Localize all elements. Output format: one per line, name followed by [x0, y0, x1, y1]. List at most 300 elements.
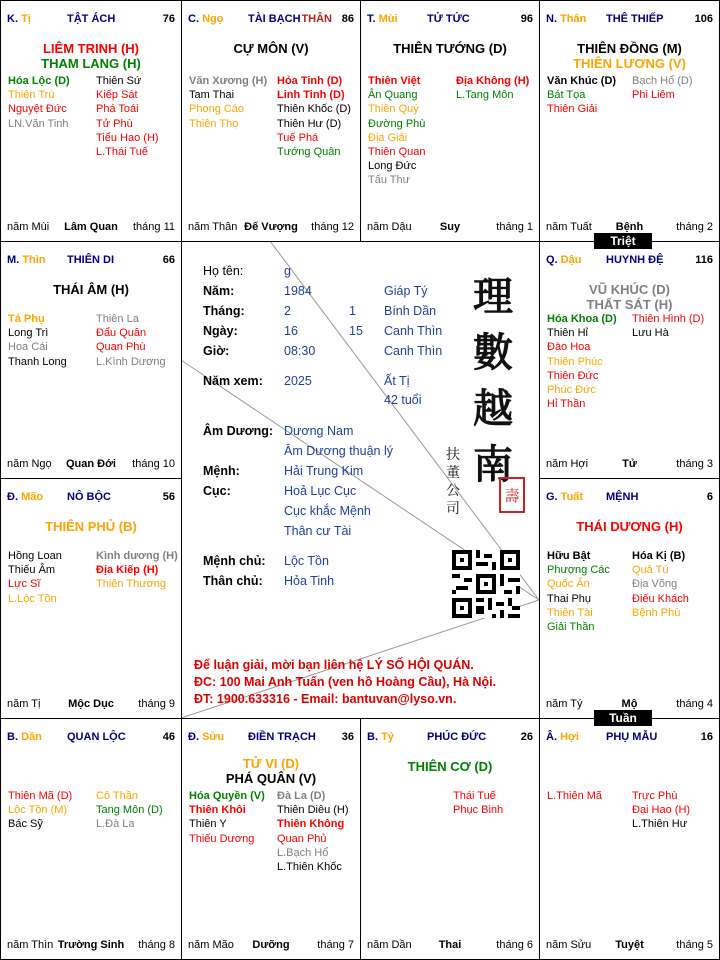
minor-star: Hỉ Thần — [547, 398, 586, 411]
label-ngay: Ngày: — [203, 324, 238, 338]
trang-sinh-stage: Trường Sinh — [57, 939, 125, 951]
minor-star: Quan Phù — [96, 341, 146, 354]
palace-footer — [7, 221, 175, 235]
palace-age: 56 — [162, 491, 175, 503]
minor-star: Hữu Bật — [547, 550, 591, 562]
minor-star: Phúc Đức — [547, 383, 596, 396]
palace-dau — [539, 241, 720, 479]
minor-star: L.Bạch Hổ — [277, 846, 329, 859]
palace-dan — [0, 718, 182, 960]
minor-stars-right — [632, 789, 690, 832]
palace-branch: T. — [367, 13, 379, 25]
palace-earthly-branch: Thân — [560, 13, 587, 25]
minor-star: Phượng Các — [547, 564, 610, 577]
palace-month: tháng 3 — [676, 458, 713, 470]
trang-sinh-stage: Suy — [439, 221, 461, 233]
palace-position — [7, 731, 42, 743]
logo-seal-text: 扶董公司 — [446, 447, 460, 517]
palace-age: 86 — [341, 13, 354, 25]
palace-branch: Q. — [546, 254, 561, 266]
trang-sinh-stage: Tuyệt — [615, 939, 644, 951]
minor-star: Thai Phụ — [547, 592, 592, 605]
palace-branch: B. — [367, 731, 382, 743]
palace-month: tháng 11 — [132, 221, 175, 233]
minor-star: LN.Văn Tinh — [8, 117, 69, 130]
palace-name: HUYNH ĐỆ — [606, 254, 664, 266]
palace-position — [188, 13, 223, 25]
minor-star: Địa Kiếp (H) — [96, 564, 159, 577]
minor-stars-left — [547, 549, 610, 634]
minor-star: Bác Sỹ — [8, 818, 43, 831]
palace-hoi — [539, 718, 720, 960]
contact-line-1: Để luận giải, mời bạn liên hệ LÝ SỐ HỘI QUÁN. — [194, 658, 474, 672]
palace-branch: N. — [546, 13, 561, 25]
value-nam-xem-can: Ất Tị — [384, 374, 410, 388]
palace-branch: Đ. — [188, 731, 203, 743]
minor-star: Trực Phù — [632, 790, 678, 802]
minor-stars-right — [632, 312, 704, 340]
minor-star: Long Trì — [8, 327, 49, 340]
palace-mao — [0, 478, 182, 719]
palace-name: PHÚC ĐỨC — [427, 731, 487, 743]
palace-month: tháng 1 — [496, 221, 533, 233]
palace-ty — [360, 718, 540, 960]
minor-stars-left — [368, 74, 425, 188]
palace-earthly-branch: Ngọ — [202, 13, 224, 25]
palace-name: NÔ BỘC — [67, 491, 111, 503]
minor-star: Phong Cáo — [189, 103, 245, 116]
palace-position — [546, 254, 581, 266]
main-star: THÁI ÂM (H) — [53, 282, 129, 297]
palace-year: năm Tị — [7, 698, 41, 710]
minor-star: Bệnh Phù — [632, 606, 681, 619]
minor-star: Kình dương (H) — [96, 550, 178, 562]
palace-mui — [360, 0, 540, 242]
minor-star: Tử Phù — [96, 117, 133, 130]
value-nam-can: Giáp Tý — [384, 284, 428, 298]
value-menh: Hải Trung Kim — [284, 464, 364, 478]
contact-line-3: ĐT: 1900.633316 - Email: bantuvan@lyso.vn. — [194, 692, 457, 706]
palace-tuat — [539, 478, 720, 719]
minor-star: Địa Không (H) — [456, 75, 530, 87]
trang-sinh-stage: Mộc Dục — [68, 698, 114, 710]
minor-star: Thiên Mã (D) — [8, 790, 73, 802]
minor-star: Phi Liêm — [632, 89, 675, 102]
palace-position — [188, 731, 224, 743]
palace-earthly-branch: Mùi — [378, 13, 398, 25]
minor-star: Bạch Hổ (D) — [632, 75, 693, 87]
trang-sinh-stage: Dưỡng — [252, 939, 290, 951]
minor-stars-left — [8, 74, 70, 131]
minor-star: Hoa Cái — [8, 341, 48, 354]
minor-star: Ân Quang — [368, 89, 418, 102]
palace-month: tháng 12 — [311, 221, 354, 233]
value-tuoi: 42 tuổi — [384, 393, 422, 407]
minor-star: Thiên Phúc — [547, 355, 603, 368]
palace-ngo — [181, 0, 361, 242]
palace-age: 36 — [341, 731, 354, 743]
palace-footer — [7, 698, 175, 712]
palace-earthly-branch: Thìn — [22, 254, 46, 266]
minor-star: Thiên Hư (D) — [277, 117, 342, 130]
palace-header — [546, 731, 713, 745]
minor-star: Hóa Khoa (D) — [547, 313, 617, 325]
minor-stars-right — [632, 549, 689, 620]
trang-sinh-stage: Tử — [622, 458, 637, 470]
minor-stars-right — [96, 312, 166, 369]
palace-name: THÊ THIẾP — [606, 13, 664, 25]
palace-footer — [188, 221, 354, 235]
main-star: CỰ MÔN (V) — [233, 41, 309, 56]
minor-star: Thiên Diêu (H) — [277, 804, 349, 817]
palace-name: TÀI BẠCH — [248, 13, 301, 25]
value-thang: 2 — [284, 304, 291, 318]
main-star: THIÊN ĐỒNG (M) — [577, 41, 682, 56]
value-nam: 1984 — [284, 284, 312, 298]
minor-star: L.Thái Tuế — [96, 145, 148, 158]
minor-star: Quốc Ấn — [547, 578, 590, 591]
logo-char: 南 — [473, 441, 513, 488]
palace-earthly-branch: Tý — [381, 731, 394, 743]
center-info-panel — [181, 241, 539, 718]
minor-star: Thiên Trù — [8, 89, 55, 102]
minor-star: Lộc Tồn (M) — [8, 804, 68, 817]
minor-star: Nguyệt Đức — [8, 103, 67, 116]
minor-star: Thái Tuế — [453, 790, 496, 802]
minor-stars-left — [189, 789, 265, 846]
palace-year: năm Tuất — [546, 221, 592, 233]
palace-header — [546, 13, 713, 27]
calligraphy-logo — [463, 269, 523, 493]
value-ngay: 16 — [284, 324, 298, 338]
palace-header — [367, 731, 533, 745]
palace-age: 16 — [700, 731, 713, 743]
value-ho-ten: g — [284, 264, 291, 278]
label-ho-ten: Họ tên: — [203, 264, 244, 278]
label-nam: Năm: — [203, 284, 235, 298]
minor-star: L.Lộc Tồn — [8, 592, 57, 605]
minor-star: Thiên Y — [189, 818, 227, 831]
palace-position — [7, 13, 31, 25]
palace-age: 46 — [162, 731, 175, 743]
palace-age: 116 — [695, 254, 713, 266]
minor-star: Thanh Long — [8, 355, 67, 368]
minor-stars-left — [189, 74, 267, 131]
minor-star: Linh Tinh (D) — [277, 89, 345, 102]
minor-star: Thiên Hỉ — [547, 327, 588, 340]
value-thang-can: Bính Dần — [384, 304, 437, 318]
main-star: THIÊN PHỦ (B) — [45, 519, 137, 534]
palace-year: năm Ngọ — [7, 458, 52, 470]
palace-branch: M. — [7, 254, 23, 266]
qr-code-icon — [452, 550, 520, 618]
palace-footer — [546, 939, 713, 953]
palace-year: năm Thân — [188, 221, 238, 233]
palace-header — [7, 731, 175, 745]
minor-stars-left — [8, 789, 72, 832]
minor-star: Thiên La — [96, 313, 139, 325]
value-gio: 08:30 — [284, 344, 316, 358]
palace-footer — [188, 939, 354, 953]
minor-star: Thiên Việt — [368, 75, 421, 87]
minor-star: Cô Thần — [96, 790, 138, 802]
label-gio: Giờ: — [203, 344, 230, 358]
label-menh: Mệnh: — [203, 464, 240, 478]
minor-star: Thiên Sứ — [96, 75, 142, 87]
minor-stars-left — [547, 74, 616, 117]
palace-name: TỬ TỨC — [427, 13, 470, 25]
palace-month: tháng 4 — [676, 698, 713, 710]
palace-year: năm Tý — [546, 698, 583, 710]
trang-sinh-stage: Đế Vượng — [244, 221, 298, 233]
palace-month: tháng 6 — [496, 939, 533, 951]
palace-position — [546, 731, 579, 743]
palace-year: năm Dần — [367, 939, 412, 951]
minor-star: Long Đức — [368, 160, 417, 173]
value-than-chu: Hỏa Tinh — [284, 574, 335, 588]
value-ngay-am: 15 — [349, 324, 363, 338]
value-nam-xem: 2025 — [284, 374, 312, 388]
palace-footer — [367, 221, 533, 235]
minor-star: L.Thiên Khốc — [277, 860, 342, 873]
minor-star: Thiên Quý — [368, 103, 419, 116]
palace-age: 26 — [520, 731, 533, 743]
tuan-badge: Tuần — [594, 710, 652, 726]
main-star: TỬ VI (D) — [242, 756, 300, 771]
palace-age: 96 — [520, 13, 533, 25]
minor-star: Lực Sĩ — [8, 578, 41, 591]
palace-month: tháng 5 — [676, 939, 713, 951]
palace-position — [367, 731, 394, 743]
palace-than — [539, 0, 720, 242]
value-menh-chu: Lộc Tồn — [284, 554, 329, 568]
minor-star: L.Kình Dương — [96, 355, 166, 368]
minor-star: Thiên Thương — [96, 578, 167, 591]
minor-star: Đường Phù — [368, 117, 426, 130]
triet-badge: Triệt — [594, 233, 652, 249]
minor-star: Thiên Tài — [547, 606, 593, 619]
minor-star: L.Đà La — [96, 818, 135, 831]
main-star: THIÊN LƯƠNG (V) — [573, 56, 686, 71]
minor-star: Thiếu Dương — [189, 832, 255, 845]
minor-stars-right — [456, 74, 529, 102]
minor-star: Thiên Quan — [368, 145, 426, 158]
palace-header — [188, 13, 354, 27]
palace-earthly-branch: Sửu — [202, 731, 225, 743]
palace-month: tháng 9 — [138, 698, 175, 710]
label-thang: Tháng: — [203, 304, 245, 318]
minor-star: Điếu Khách — [632, 592, 689, 605]
main-star: PHÁ QUÂN (V) — [225, 771, 317, 786]
palace-age: 106 — [694, 13, 713, 25]
minor-star: Tướng Quân — [277, 145, 341, 158]
red-seal-stamp: 壽 — [499, 477, 525, 513]
palace-footer — [7, 458, 175, 472]
minor-star: Tiểu Hao (H) — [96, 131, 159, 144]
value-cuc: Hoả Lục Cục — [284, 484, 357, 498]
minor-star: Hỏa Tinh (D) — [277, 75, 343, 87]
value-thang-am: 1 — [349, 304, 356, 318]
minor-star: L.Thiên Hư — [632, 818, 688, 831]
label-nam-xem: Năm xem: — [203, 374, 263, 388]
minor-star: Văn Khúc (D) — [547, 75, 617, 87]
main-star: THAM LANG (H) — [41, 56, 141, 71]
label-menh-chu: Mệnh chủ: — [203, 554, 266, 568]
minor-star: Tả Phụ — [8, 313, 45, 325]
value-cuc-2: Cục khắc Mệnh — [284, 504, 371, 518]
logo-char: 理 — [473, 273, 513, 320]
logo-char: 數 — [473, 329, 513, 376]
main-star: THÁI DƯƠNG (H) — [576, 519, 683, 534]
minor-stars-left — [547, 789, 602, 803]
minor-stars-right — [96, 789, 163, 832]
minor-star: Thiếu Âm — [8, 564, 56, 577]
minor-star: Thiên Khôi — [189, 804, 246, 817]
minor-star: Tang Môn (D) — [96, 804, 163, 817]
palace-earthly-branch: Hợi — [560, 731, 579, 743]
palace-age: 76 — [162, 13, 175, 25]
palace-earthly-branch: Dậu — [560, 254, 582, 266]
minor-stars-right — [453, 789, 503, 817]
contact-line-2: ĐC: 100 Mai Anh Tuấn (ven hồ Hoàng Cầu), Hà Nội. — [194, 675, 497, 689]
palace-year: năm Hợi — [546, 458, 589, 470]
palace-year: năm Sửu — [546, 939, 592, 951]
minor-stars-left — [547, 312, 617, 411]
palace-year: năm Mùi — [7, 221, 50, 233]
palace-position — [7, 254, 46, 266]
minor-star: Thiên Thọ — [189, 117, 239, 130]
minor-star: Giải Thần — [547, 620, 595, 633]
palace-name: TẬT ÁCH — [67, 13, 116, 25]
minor-star: Kiếp Sát — [96, 89, 138, 102]
palace-header — [7, 254, 175, 268]
palace-earthly-branch: Mão — [21, 491, 44, 503]
palace-header — [188, 731, 354, 745]
minor-star: Quan Phủ — [277, 832, 327, 845]
palace-age: 66 — [162, 254, 175, 266]
minor-stars-left — [8, 549, 62, 606]
trang-sinh-stage: Lâm Quan — [64, 221, 118, 233]
palace-month: tháng 2 — [676, 221, 713, 233]
minor-star: Văn Xương (H) — [189, 75, 268, 87]
minor-star: Đào Hoa — [547, 341, 591, 354]
palace-year: năm Mão — [188, 939, 234, 951]
palace-branch: Đ. — [7, 491, 22, 503]
palace-ti — [0, 0, 182, 242]
minor-stars-right — [96, 549, 178, 592]
minor-star: Hóa Kị (B) — [632, 550, 686, 562]
value-gio-can: Canh Thìn — [384, 344, 443, 358]
than-marker: THÂN — [301, 13, 332, 25]
palace-branch: C. — [188, 13, 203, 25]
palace-name: ĐIỀN TRẠCH — [248, 731, 316, 743]
minor-stars-left — [8, 312, 67, 369]
minor-star: L.Tang Môn — [456, 89, 514, 102]
minor-star: Thiên Hình (D) — [632, 313, 705, 325]
minor-star: Đà La (D) — [277, 790, 326, 802]
minor-star: L.Thiên Mã — [547, 790, 603, 802]
palace-header — [367, 13, 533, 27]
trang-sinh-stage: Thai — [438, 939, 462, 951]
palace-earthly-branch: Tị — [21, 13, 31, 25]
palace-header — [546, 254, 713, 268]
minor-star: Tuế Phá — [277, 131, 319, 144]
logo-char: 越 — [473, 385, 513, 432]
palace-branch: G. — [546, 491, 561, 503]
value-am-duong-2: Âm Dương thuận lý — [284, 444, 393, 458]
palace-position — [546, 491, 583, 503]
palace-earthly-branch: Dần — [21, 731, 42, 743]
palace-name: QUAN LỘC — [67, 731, 126, 743]
minor-star: Hóa Quyền (V) — [189, 790, 265, 802]
minor-star: Địa Giải — [368, 131, 408, 144]
minor-star: Quả Tú — [632, 564, 669, 577]
value-am-duong: Dương Nam — [284, 424, 354, 438]
palace-header — [546, 491, 713, 505]
minor-stars-right — [96, 74, 159, 159]
palace-month: tháng 8 — [138, 939, 175, 951]
palace-branch: B. — [7, 731, 22, 743]
palace-name: THIÊN DI — [67, 254, 115, 266]
minor-stars-right — [632, 74, 693, 102]
palace-footer — [7, 939, 175, 953]
value-ngay-can: Canh Thìn — [384, 324, 443, 338]
minor-star: Lưu Hà — [632, 327, 669, 340]
palace-header — [7, 491, 175, 505]
palace-header — [7, 13, 175, 27]
minor-star: Hồng Loan — [8, 550, 62, 562]
minor-star: Tấu Thư — [368, 174, 411, 187]
trang-sinh-stage: Quan Đới — [66, 458, 116, 470]
minor-star: Đẩu Quân — [96, 327, 147, 340]
minor-stars-right — [277, 789, 349, 874]
minor-star: Tam Thai — [189, 89, 235, 102]
palace-position — [7, 491, 43, 503]
minor-star: Bát Tọa — [547, 89, 586, 102]
palace-position — [367, 13, 398, 25]
minor-star: Phá Toái — [96, 103, 139, 116]
label-am-duong: Âm Dương: — [203, 424, 274, 438]
palace-year: năm Thìn — [7, 939, 54, 951]
minor-star: Thiên Không — [277, 818, 345, 831]
palace-year: năm Dậu — [367, 221, 412, 233]
palace-thin — [0, 241, 182, 479]
palace-footer — [546, 458, 713, 472]
palace-age: 6 — [706, 491, 713, 503]
palace-suu — [181, 718, 361, 960]
minor-stars-right — [277, 74, 351, 159]
palace-month: tháng 10 — [132, 458, 175, 470]
trang-sinh-stage: Mộ — [621, 698, 638, 710]
palace-earthly-branch: Tuất — [560, 491, 584, 503]
value-cuc-3: Thân cư Tài — [284, 524, 352, 538]
main-star: THẤT SÁT (H) — [586, 297, 673, 312]
main-star: THIÊN CƠ (D) — [407, 759, 493, 774]
minor-star: Địa Võng — [632, 578, 678, 591]
palace-branch: Â. — [546, 731, 561, 743]
minor-star: Đại Hao (H) — [632, 804, 691, 817]
palace-footer — [367, 939, 533, 953]
minor-star: Thiên Khốc (D) — [277, 103, 351, 116]
label-than-chu: Thân chủ: — [203, 574, 263, 588]
main-star: LIÊM TRINH (H) — [42, 41, 140, 56]
palace-position — [546, 13, 586, 25]
minor-star: Hóa Lộc (D) — [8, 75, 70, 87]
main-star: VŨ KHÚC (D) — [589, 282, 670, 297]
palace-month: tháng 7 — [317, 939, 354, 951]
minor-star: Thiên Đức — [547, 369, 599, 382]
minor-star: Phục Binh — [453, 804, 504, 817]
